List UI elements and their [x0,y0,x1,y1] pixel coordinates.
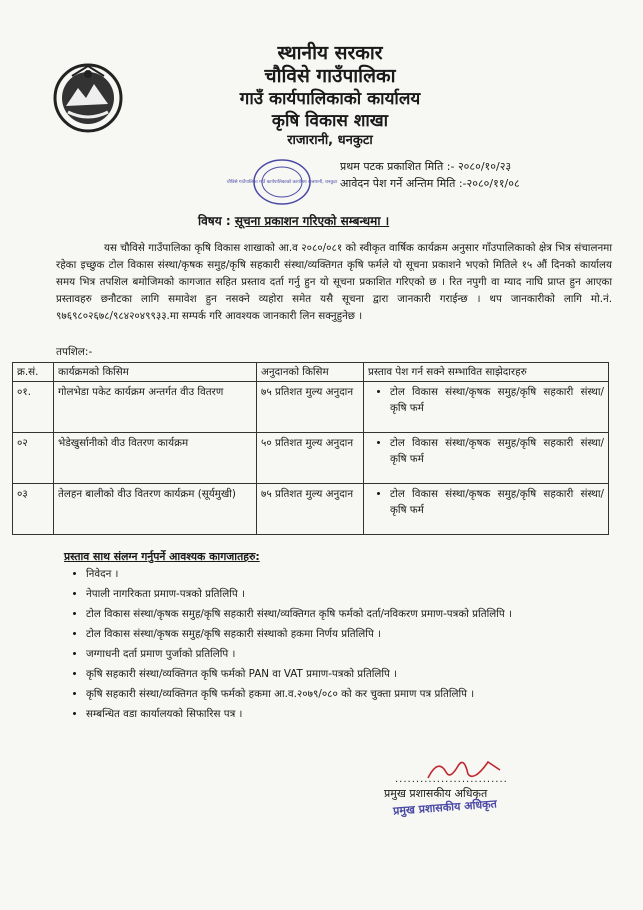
row-program: भेडेखुर्सानीको वीउ वितरण कार्यक्रम [54,433,257,484]
signatory-stamp: प्रमुख प्रशासकीय अधिकृत [392,797,498,818]
header-line-2: चौविसे गाउँपालिका [264,65,396,87]
signature-line: ........................... [395,774,508,785]
header-line-1: स्थानीय सरकार [277,42,383,64]
publication-dates [340,158,520,192]
office-seal-icon [226,152,338,212]
application-deadline: आवेदन पेश गर्ने अन्तिम मिति :-२०८०/११/०८ [340,177,520,190]
row-sn: ०३ [13,484,54,535]
subject-text: सूचना प्रकाशन गरिएको सम्बन्धमा । [234,214,390,228]
row-grant: ७५ प्रतिशत मुल्य अनुदान [257,382,364,433]
col-header-partners: प्रस्ताव पेश गर्न सक्ने सम्भावित साझेदारहरु [364,363,609,382]
body-paragraph: यस चौविसे गाउँपालिका कृषि विकास शाखाको आ.व २०८०/०८१ को स्वीकृत वार्षिक कार्यक्रम अनुसार गाँउपालिकाको क्षेत्र भित्र संचालनमा रहेका इच्छुक टोल विकास संस्था/कृषक समुह/कृषि सहकारी संस्था/व्यक्तिगत कृषि फर्मले यो सूचना प्रकाशने भएको मितिले १५ औं दिनको कार्यालय समय भित्र तपशिल बमोजिमको कागजात सहित प्रस्ताव दर्ता गर्नु हुन यो सूचना प्रकाशित गरिएको छ । रित नपुगी वा म्याद नाघि प्राप्त हुन आएका प्रस्तावहरु छनौटका लागि समावेश हुन नसक्ने व्यहोरा समेत यसै सूचना द्वारा जानकारी गराईन्छ । थप जानकारीको लागि मो.नं. ९७६९८०२६७८/९८४२०४९९३३.मा सम्पर्क गरि आवश्यक जानकारी लिन सक्नुहुनेछ । [56,242,612,322]
table-row [13,484,609,535]
office-header [150,42,510,150]
details-label: तपशिल:- [56,346,93,358]
col-header-grant: अनुदानको किसिम [257,363,364,382]
list-item: • कृषि सहकारी संस्था/व्यक्तिगत कृषि फर्मको PAN वा VAT प्रमाण-पत्रको प्रतिलिपि । [86,666,631,683]
col-header-program: कार्यक्रमको किसिम [54,363,257,382]
signatory-title: प्रमुख प्रशासकीय अधिकृत [384,787,488,800]
list-item: • टोल विकास संस्था/कृषक समुह/कृषि सहकारी संस्था/व्यक्तिगत कृषि फर्मको दर्ता/नविकरण प्रमाण-पत्रको प्रतिलिपि । [86,606,631,623]
row-sn: ०१. [13,382,54,433]
row-grant: ५० प्रतिशत मुल्य अनुदान [257,433,364,484]
row-sn: ०२ [13,433,54,484]
table-header-row [13,363,609,382]
partners-item: • टोल विकास संस्था/कृषक समुह/कृषि सहकारी संस्था/ कृषि फर्म [390,435,604,467]
seal-text: चौविसे गाउँपालिका गाउँ कार्यपालिकाको कार्यालय राजारानी, धनकुटा [226,180,338,185]
table-row [13,382,609,433]
required-docs-title: प्रस्ताव साथ संलग्न गर्नुपर्ने आवश्यक कागजातहरु: [64,550,260,563]
partners-item: • टोल विकास संस्था/कृषक समुह/कृषि सहकारी संस्था/ कृषि फर्म [390,486,604,518]
subject-prefix: विषय : [198,214,235,228]
row-partners [364,433,609,484]
partners-item: • टोल विकास संस्था/कृषक समुह/कृषि सहकारी संस्था/ कृषि फर्म [390,384,604,416]
col-header-sn: क्र.सं. [13,363,54,382]
list-item: • कृषि सहकारी संस्था/व्यक्तिगत कृषि फर्मको हकमा आ.व.२०७९/०८० को कर चुक्ता प्रमाण पत्र प्रतिलिपि । [86,686,631,703]
header-line-3: गाउँ कार्यपालिकाको कार्यालय [239,89,421,109]
list-item: • नेपाली नागरिकता प्रमाण-पत्रको प्रतिलिपि । [86,586,631,603]
list-item: • टोल विकास संस्था/कृषक समुह/कृषि सहकारी संस्थाको हकमा निर्णय प्रतिलिपि । [86,626,631,643]
list-item: • निवेदन । [86,566,631,583]
table-row [13,433,609,484]
list-item: • जग्गाधनी दर्ता प्रमाण पुर्जाको प्रतिलिपि । [86,646,631,663]
program-table [12,362,609,535]
subject-line [198,212,389,229]
first-published-date: प्रथम पटक प्रकाशित मिति :- २०८०/१०/२३ [340,160,512,173]
header-line-4: कृषि विकास शाखा [271,111,389,131]
required-docs-list [64,566,631,726]
row-program: तेलहन बालीको वीउ वितरण कार्यक्रम (सूर्यमुखी) [54,484,257,535]
row-partners [364,382,609,433]
list-item: • सम्बन्धित वडा कार्यालयको सिफारिस पत्र । [86,706,631,723]
row-program: गोलभेडा पकेट कार्यक्रम अन्तर्गत वीउ वितरण [54,382,257,433]
row-grant: ७५ प्रतिशत मुल्य अनुदान [257,484,364,535]
row-partners [364,484,609,535]
header-line-5: राजारानी, धनकुटा [287,133,373,148]
nepal-emblem-icon [52,62,124,134]
